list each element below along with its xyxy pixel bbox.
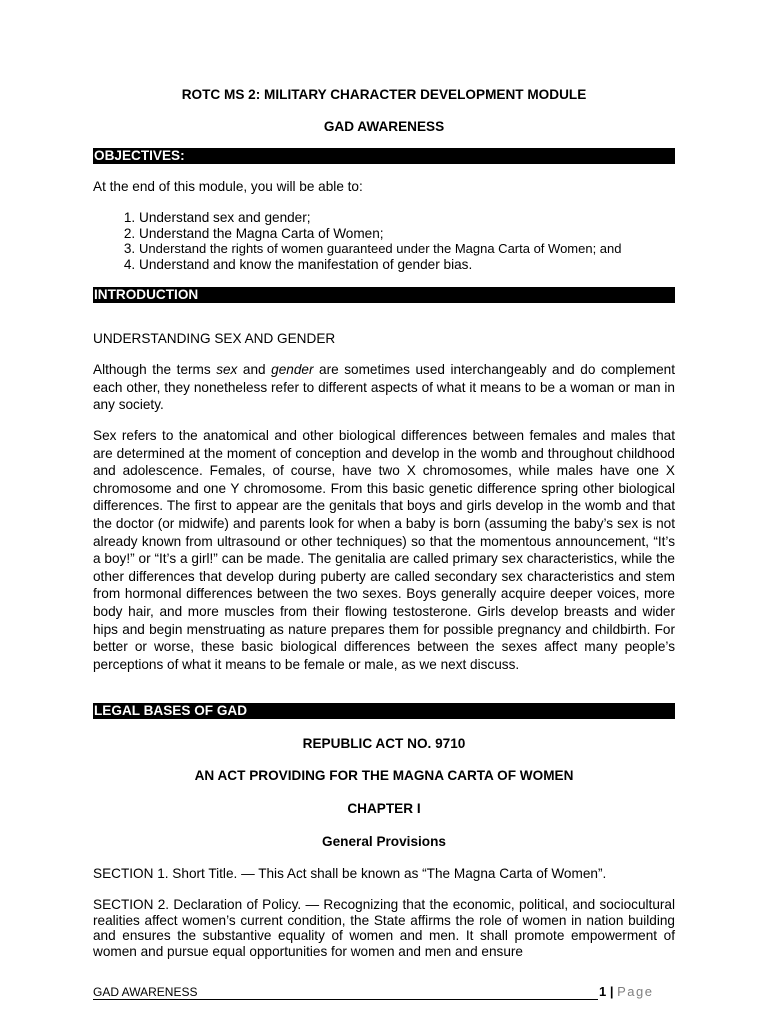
- section-1: SECTION 1. Short Title. — This Act shall be known as “The Magna Carta of Women”.: [93, 866, 607, 881]
- document-subtitle: GAD AWARENESS: [323, 119, 445, 134]
- legal-heading: LEGAL BASES OF GAD: [93, 703, 675, 719]
- list-item: 1. Understand sex and gender;: [139, 210, 679, 226]
- objectives-list: [93, 210, 679, 272]
- act-title: AN ACT PROVIDING FOR THE MAGNA CARTA OF WOMEN: [194, 768, 574, 783]
- document-page: [93, 0, 675, 1024]
- section-2: SECTION 2. Declaration of Policy. — Recognizing that the economic, political, and sociocultural realities affect women’s current condition, the State affirms the role of women in nation building and ensures the substantive equality of women and men. It shall promote empowerment of women and pursue equal opportunities for women and men and ensure: [93, 897, 675, 959]
- chapter-heading: CHAPTER I: [347, 801, 421, 816]
- list-item: 4. Understand and know the manifestation of gender bias.: [139, 257, 679, 273]
- document-title: ROTC MS 2: MILITARY CHARACTER DEVELOPMENT MODULE: [181, 87, 587, 102]
- page-number: 1 | Page: [599, 984, 654, 999]
- list-item: 2. Understand the Magna Carta of Women;: [139, 226, 679, 242]
- introduction-heading: INTRODUCTION: [93, 287, 675, 303]
- footer-title: GAD AWARENESS: [93, 985, 198, 999]
- paragraph: Although the terms sex and gender are sometimes used interchangeably and do complement each other, they nonetheless refer to different aspects of what it means to be a woman or man in any society.: [93, 362, 675, 413]
- paragraph: Sex refers to the anatomical and other biological differences between females and males that are determined at the moment of conception and develop in the womb and throughout childhood and adolescence. Females, of course, have two X chromosomes, while males have one X chromosome and one Y chromosome. From this basic genetic difference spring other biological differences. The first to appear are the genitals that boys and girls develop in the womb and that the doctor (or midwife) and parents look for when a baby is born (assuming the baby’s sex is not already known from ultrasound or other techniques) so that the momentous announcement, “It’s a boy!” or “It’s a girl!” can be made. The genitalia are called primary sex characteristics, while the other differences that develop during puberty are called secondary sex characteristics and stem from hormonal differences between the two sexes. Boys generally acquire deeper voices, more body hair, and more muscles from their flowing testosterone. Girls develop breasts and wider hips and begin menstruating as nature prepares them for possible pregnancy and childbirth. For better or worse, these basic biological differences between the sexes affect many people’s perceptions of what it means to be female or male, as we next discuss.: [93, 428, 675, 672]
- objectives-intro: At the end of this module, you will be able to:: [93, 179, 363, 194]
- footer-rule: [93, 999, 598, 1000]
- chapter-title: General Provisions: [322, 834, 446, 849]
- act-number: REPUBLIC ACT NO. 9710: [302, 736, 466, 751]
- list-item: 3. Understand the rights of women guaranteed under the Magna Carta of Women; and: [139, 241, 679, 257]
- section-subheading: UNDERSTANDING SEX AND GENDER: [93, 331, 336, 346]
- objectives-heading: OBJECTIVES:: [93, 148, 675, 164]
